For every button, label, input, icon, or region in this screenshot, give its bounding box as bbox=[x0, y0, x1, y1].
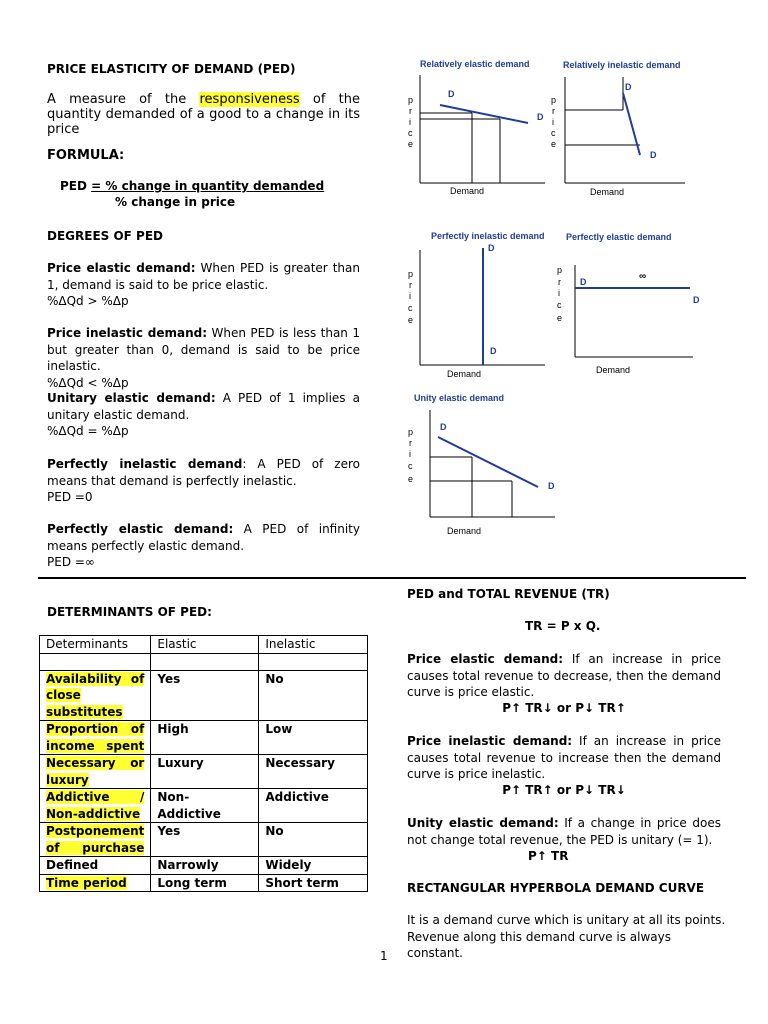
graph-relatively-inelastic bbox=[551, 77, 685, 197]
svg-text:D: D bbox=[440, 422, 447, 432]
svg-text:price: p r i c e bbox=[408, 269, 414, 325]
svg-text:D: D bbox=[488, 243, 495, 253]
svg-text:D: D bbox=[548, 481, 555, 491]
graph4-title: Perfectly elastic demand bbox=[566, 232, 672, 242]
graph-unity-elastic bbox=[408, 410, 555, 536]
table-row: Proportion of income spent High Low bbox=[40, 721, 368, 755]
ped-title: PRICE ELASTICITY OF DEMAND (PED) bbox=[47, 62, 296, 76]
deg-price-inelastic: Price inelastic demand: When PED is less than 1 but greater than 0, demand is said to be price inelastic. %ΔQd < %Δp bbox=[47, 326, 360, 390]
svg-text:price: p r i c e bbox=[408, 427, 414, 484]
tr-formula: TR = P x Q. bbox=[525, 619, 601, 633]
tr-price-inelastic-eq: P↑ TR↑ or P↓ TR↓ bbox=[502, 783, 626, 797]
deg-unitary-elastic: Unitary elastic demand: A PED of 1 implies a unitary elastic demand. %ΔQd = %Δp bbox=[47, 391, 360, 438]
determinants-table bbox=[39, 635, 368, 892]
price-axis-label: p r i c e bbox=[408, 95, 414, 149]
graph3-title: Perfectly inelastic demand bbox=[431, 231, 545, 241]
table-spacer-row bbox=[40, 653, 368, 670]
svg-text:Demand: Demand bbox=[447, 526, 482, 536]
page-number: 1 bbox=[380, 949, 388, 963]
svg-text:Demand: Demand bbox=[590, 187, 625, 197]
infinity-symbol: ∞ bbox=[639, 271, 647, 282]
svg-text:D: D bbox=[650, 150, 657, 160]
degrees-title: DEGREES OF PED bbox=[47, 229, 163, 243]
rect-hyperbola-text: It is a demand curve which is unitary at all its points. Revenue along this demand curve is always constant. bbox=[407, 913, 726, 960]
svg-text:Demand: Demand bbox=[596, 365, 631, 375]
svg-text:Demand: Demand bbox=[447, 369, 482, 379]
tr-title: PED and TOTAL REVENUE (TR) bbox=[407, 587, 610, 601]
graph2-title: Relatively inelastic demand bbox=[563, 60, 681, 70]
tr-unity-elastic: Unity elastic demand: If a change in price does not change total revenue, the PED is unitary (= 1). bbox=[407, 816, 721, 847]
tr-unity-elastic-eq: P↑ TR bbox=[528, 849, 569, 863]
svg-text:D: D bbox=[537, 112, 544, 122]
table-row: Postponement of purchase Yes No bbox=[40, 823, 368, 857]
graph1-title: Relatively elastic demand bbox=[420, 59, 530, 69]
table-row: Defined Narrowly Widely bbox=[40, 857, 368, 875]
svg-text:price: p r i c e bbox=[551, 95, 557, 149]
rect-hyperbola-title: RECTANGULAR HYPERBOLA DEMAND CURVE bbox=[407, 881, 705, 895]
deg-perfectly-inelastic: Perfectly inelastic demand: A PED of zero means that demand is perfectly inelastic. PED =0 bbox=[47, 457, 360, 504]
tr-price-elastic: Price elastic demand: If an increase in price causes total revenue to decrease, then the demand curve is price elastic. bbox=[407, 652, 721, 699]
formula-label: FORMULA: bbox=[47, 148, 125, 163]
table-header-row: Determinants Elastic Inelastic bbox=[40, 636, 368, 654]
graph-perfectly-elastic bbox=[557, 265, 700, 375]
deg-price-elastic: Price elastic demand: When PED is greater than 1, demand is said to be price elastic. %ΔQd > %Δp bbox=[47, 261, 360, 308]
table-row: Addictive / Non-addictive Non-Addictive Addictive bbox=[40, 789, 368, 823]
graph-perfectly-inelastic bbox=[408, 243, 545, 379]
tr-price-elastic-eq: P↑ TR↓ or P↓ TR↑ bbox=[502, 701, 626, 715]
table-row: Time period Long term Short term bbox=[40, 874, 368, 892]
section-divider bbox=[38, 577, 746, 579]
elasticity-graphs bbox=[400, 55, 700, 540]
svg-text:D: D bbox=[693, 295, 700, 305]
ped-definition: A measure of the responsiveness of the quantity demanded of a good to a change in its price bbox=[47, 92, 360, 137]
svg-text:price: p r i c e bbox=[557, 265, 563, 323]
formula-denominator: % change in price bbox=[115, 195, 236, 209]
table-row: Availability of close substitutes Yes No bbox=[40, 670, 368, 721]
svg-text:D: D bbox=[490, 346, 497, 356]
deg-perfectly-elastic: Perfectly elastic demand: A PED of infinity means perfectly elastic demand. PED =∞ bbox=[47, 522, 360, 569]
graph5-title: Unity elastic demand bbox=[414, 393, 505, 403]
determinants-title: DETERMINANTS OF PED: bbox=[47, 605, 212, 619]
graph-relatively-elastic bbox=[408, 75, 545, 196]
svg-text:Demand: Demand bbox=[450, 186, 485, 196]
svg-text:D: D bbox=[580, 277, 587, 287]
svg-text:D: D bbox=[625, 82, 632, 92]
responsiveness-highlight: responsiveness bbox=[199, 92, 300, 107]
table-row: Necessary or luxury Luxury Necessary bbox=[40, 755, 368, 789]
formula-numerator: PED = % change in quantity demanded bbox=[60, 179, 325, 193]
tr-price-inelastic: Price inelastic demand: If an increase in price causes total revenue to increase then the demand curve is price inelastic. bbox=[407, 734, 721, 781]
svg-text:D: D bbox=[448, 89, 455, 99]
